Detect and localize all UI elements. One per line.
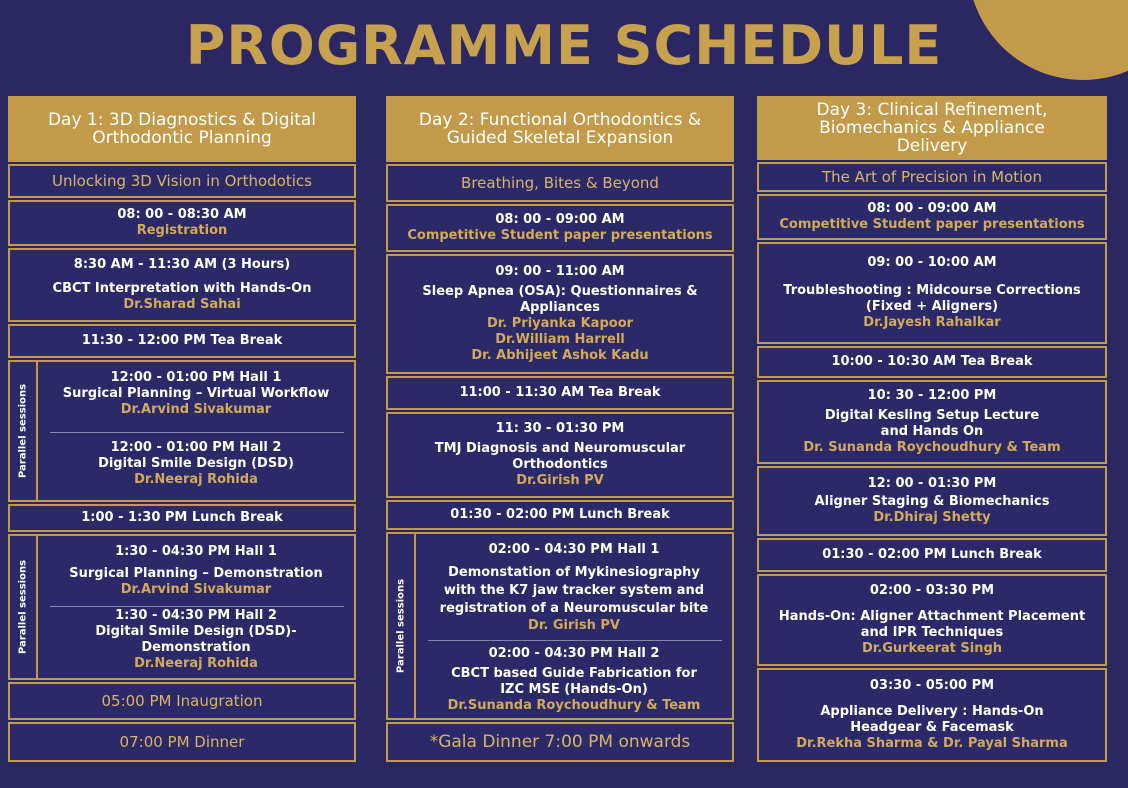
day3-subtitle (757, 162, 1107, 192)
session-title: IZC MSE (Hands-On) (500, 682, 648, 697)
session-title: and Hands On (880, 424, 984, 439)
session-speaker: Dr.Sharad Sahai (123, 297, 241, 312)
session-speaker: Dr.William Harrell (495, 332, 625, 347)
session-time: 08: 00 - 09:00 AM (867, 201, 997, 216)
session-speaker: Dr.Girish PV (516, 473, 604, 488)
divider (428, 640, 722, 641)
session-title: Demonstation of Mykinesiography (448, 565, 700, 580)
session-time: 09: 00 - 11:00 AM (495, 264, 625, 279)
divider (50, 606, 344, 607)
day2-hall2-session (416, 646, 732, 714)
parallel-label-text: Parallel sessions (395, 578, 407, 674)
session-time: 10:00 - 10:30 AM Tea Break (831, 354, 1033, 369)
day2-subtitle (386, 164, 734, 202)
day1-session-cbct (8, 248, 356, 322)
day2-subtitle-text: Breathing, Bites & Beyond (461, 174, 659, 192)
day1-header-text: Day 1: 3D Diagnostics & Digital Orthodontic Planning (47, 110, 317, 148)
day1-parallel-block-1 (8, 360, 356, 502)
session-title: Orthodontics (512, 457, 608, 472)
parallel-label (388, 534, 416, 718)
session-note: Competitive Student paper presentations (779, 217, 1085, 232)
day3-aligner-attachment (757, 574, 1107, 666)
session-title: Digital Smile Design (DSD)- (95, 624, 297, 639)
day1-hall1-demo (38, 544, 354, 598)
day1-hall1-session (38, 370, 354, 418)
day2-lunch-break (386, 500, 734, 530)
session-text: 07:00 PM Dinner (119, 733, 245, 751)
day2-hall1-session (416, 542, 732, 634)
session-title: Demonstration (141, 640, 251, 655)
session-note: Competitive Student paper presentations (407, 228, 713, 243)
session-title: Sleep Apnea (OSA): Questionnaires & (422, 284, 698, 299)
session-note: Registration (136, 223, 228, 238)
session-title: CBCT based Guide Fabrication for (451, 666, 697, 681)
divider (50, 432, 344, 433)
session-time: 01:30 - 02:00 PM Lunch Break (822, 547, 1042, 562)
session-speaker: Dr.Rekha Sharma & Dr. Payal Sharma (796, 736, 1068, 751)
session-title: Digital Kesling Setup Lecture (824, 408, 1040, 423)
session-time: 11:30 - 12:00 PM Tea Break (81, 333, 283, 348)
day3-header-text: Day 3: Clinical Refinement, Biomechanics & Appliance Delivery (816, 100, 1048, 156)
session-speaker: Dr.Gurkeerat Singh (861, 641, 1003, 656)
day3-appliance-delivery (757, 668, 1107, 762)
day1-column (8, 96, 356, 751)
session-time: 08: 00 - 09:00 AM (495, 212, 625, 227)
day3-lunch-break (757, 538, 1107, 572)
day1-subtitle-text: Unlocking 3D Vision in Orthodotics (52, 172, 312, 190)
session-speaker: Dr.Arvind Sivakumar (120, 582, 272, 597)
day3-tea-break (757, 346, 1107, 378)
parallel-label (10, 362, 38, 500)
session-title: registration of a Neuromuscular bite (439, 601, 709, 616)
session-time: 11: 30 - 01:30 PM (495, 421, 625, 436)
day2-header-text: Day 2: Functional Orthodontics & Guided Skeletal Expansion (418, 110, 702, 148)
day3-student-papers (757, 194, 1107, 240)
session-title: Surgical Planning – Virtual Workflow (62, 386, 330, 401)
day3-subtitle-text: The Art of Precision in Motion (822, 168, 1042, 186)
session-speaker: Dr.Sunanda Roychoudhury & Team (447, 698, 701, 713)
session-time: 09: 00 - 10:00 AM (867, 255, 997, 270)
day3-column (757, 96, 1107, 751)
session-title: Appliances (520, 300, 600, 315)
session-title: Troubleshooting : Midcourse Corrections (783, 283, 1081, 298)
day2-gala-dinner (386, 722, 734, 762)
session-title: Surgical Planning – Demonstration (69, 566, 323, 581)
day1-tea-break (8, 324, 356, 358)
day1-subtitle (8, 164, 356, 198)
session-speaker: Dr. Abhijeet Ashok Kadu (471, 348, 649, 363)
session-time: 01:30 - 02:00 PM Lunch Break (450, 507, 670, 522)
session-time: 10: 30 - 12:00 PM (867, 388, 997, 403)
session-speaker: Dr.Arvind Sivakumar (120, 402, 272, 417)
day1-lunch-break (8, 504, 356, 532)
day3-kesling-setup (757, 380, 1107, 464)
day3-troubleshooting (757, 242, 1107, 344)
day1-inauguration (8, 682, 356, 720)
day2-student-papers (386, 204, 734, 252)
day1-parallel-block-2 (8, 534, 356, 680)
session-title: TMJ Diagnosis and Neuromuscular (434, 441, 686, 456)
session-text: 05:00 PM Inaugration (101, 692, 263, 710)
day3-header (757, 96, 1107, 160)
session-speaker: Dr.Jayesh Rahalkar (863, 315, 1001, 330)
session-time: 11:00 - 11:30 AM Tea Break (459, 385, 661, 400)
session-title: and IPR Techniques (860, 625, 1004, 640)
session-time: 02:00 - 03:30 PM (869, 583, 995, 598)
session-title: Hands-On: Aligner Attachment Placement (778, 609, 1086, 624)
session-title: CBCT Interpretation with Hands-On (52, 281, 312, 296)
session-time: 08: 00 - 08:30 AM (117, 207, 247, 222)
page-title: PROGRAMME SCHEDULE (185, 14, 943, 77)
day2-parallel-block (386, 532, 734, 720)
parallel-label (10, 536, 38, 678)
session-time: 1:00 - 1:30 PM Lunch Break (81, 510, 283, 525)
session-time: 02:00 - 04:30 PM Hall 2 (488, 646, 660, 661)
day2-sleep-apnea (386, 254, 734, 374)
session-speaker: Dr.Neeraj Rohida (134, 656, 258, 671)
session-time: 02:00 - 04:30 PM Hall 1 (488, 542, 660, 557)
day1-session-registration (8, 200, 356, 246)
session-title: Headgear & Facemask (850, 720, 1014, 735)
day1-hall2-demo (38, 608, 354, 672)
session-time: 8:30 AM - 11:30 AM (3 Hours) (73, 257, 291, 272)
day2-tea-break (386, 376, 734, 410)
session-time: 03:30 - 05:00 PM (869, 678, 995, 693)
session-time: 1:30 - 04:30 PM Hall 2 (115, 608, 277, 623)
session-time: 12:00 - 01:00 PM Hall 2 (110, 440, 282, 455)
day2-header (386, 96, 734, 162)
session-text: *Gala Dinner 7:00 PM onwards (429, 732, 691, 752)
day3-aligner-staging (757, 466, 1107, 536)
session-speaker: Dr. Priyanka Kapoor (486, 316, 634, 331)
session-time: 12: 00 - 01:30 PM (867, 476, 997, 491)
session-title: with the K7 jaw tracker system and (443, 583, 705, 598)
day2-column (386, 96, 734, 752)
parallel-label-text: Parallel sessions (17, 383, 29, 479)
parallel-label-text: Parallel sessions (17, 559, 29, 655)
session-speaker: Dr.Neeraj Rohida (134, 472, 258, 487)
session-time: 12:00 - 01:00 PM Hall 1 (110, 370, 282, 385)
session-time: 1:30 - 04:30 PM Hall 1 (115, 544, 277, 559)
day2-tmj-session (386, 412, 734, 498)
session-speaker: Dr.Dhiraj Shetty (873, 510, 991, 525)
session-title: Appliance Delivery : Hands-On (820, 704, 1044, 719)
session-speaker: Dr. Sunanda Roychoudhury & Team (803, 440, 1061, 455)
session-title: Aligner Staging & Biomechanics (814, 494, 1050, 509)
session-title: (Fixed + Aligners) (865, 299, 999, 314)
day1-dinner (8, 722, 356, 762)
day1-hall2-session (38, 440, 354, 488)
day1-header (8, 96, 356, 162)
session-title: Digital Smile Design (DSD) (98, 456, 294, 471)
session-speaker: Dr. Girish PV (528, 618, 620, 633)
